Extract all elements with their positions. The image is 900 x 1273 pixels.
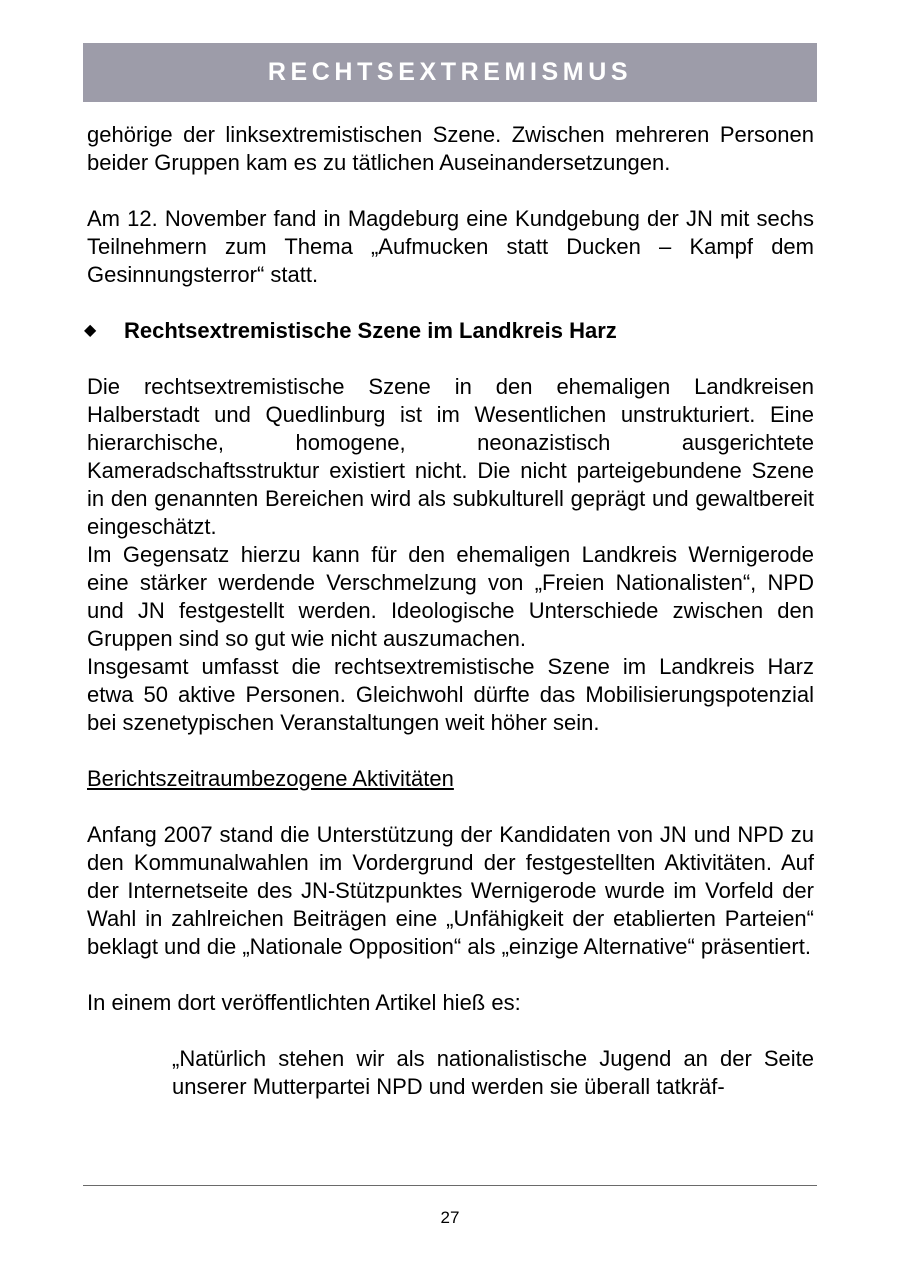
- footer-divider: [83, 1185, 817, 1186]
- paragraph-elections: Anfang 2007 stand die Unterstützung der Kandidaten von JN und NPD zu den Kommunalwahlen im Vordergrund der festgestellten Aktivitäten. Auf der Internetseite des JN-Stützpunktes Wernigerode wurde im Vorfeld der Wahl in zahlreichen Beiträgen eine „Unfähigkeit der etablierten Parteien“ beklagt und die „Nationale Opposition“ als „einzige Alternative“ präsentiert.: [87, 822, 814, 959]
- diamond-bullet-icon: ◆: [84, 322, 97, 339]
- running-header: [83, 43, 817, 102]
- paragraph-gap: [87, 793, 814, 821]
- paragraph-gap: [87, 961, 814, 989]
- paragraph-rally: Am 12. November fand in Magdeburg eine Kundgebung der JN mit sechs Teilnehmern zum Thema „Aufmucken statt Ducken – Kampf dem Gesinnungsterror“ statt.: [87, 206, 814, 287]
- paragraph-gap: [87, 177, 814, 205]
- paragraph-gap: [87, 289, 814, 317]
- section-heading-text: Rechtsextremistische Szene im Landkreis Harz: [124, 318, 617, 343]
- subheading-activities: Berichtszeitraumbezogene Aktivitäten: [87, 766, 454, 791]
- paragraph-gap: [87, 1017, 814, 1045]
- paragraph-gap: [87, 737, 814, 765]
- block-quote: „Natürlich stehen wir als nationalistische Jugend an der Seite unserer Mutterpartei NPD und werden sie überall tatkräf-: [172, 1046, 814, 1099]
- paragraph-scene-structure: Die rechtsextremistische Szene in den ehemaligen Landkreisen Halberstadt und Quedlinburg ist im Wesentlichen unstrukturiert. Eine hierarchische, homogene, neonazistisch ausgerichtete Kameradschaftsstruktur existiert nicht. Die nicht parteigebundene Szene in den genannten Bereichen wird als subkulturell geprägt und gewaltbereit eingeschätzt.: [87, 374, 814, 539]
- running-header-title: RECHTSEXTREMISMUS: [267, 58, 633, 86]
- paragraph-scene-size: Insgesamt umfasst die rechtsextremistische Szene im Landkreis Harz etwa 50 aktive Personen. Gleichwohl dürfte das Mobilisierungspotenzial bei szenetypischen Veranstaltungen weit höher sein.: [87, 654, 814, 735]
- paragraph-continuation: gehörige der linksextremistischen Szene. Zwischen mehreren Personen beider Gruppen kam es zu tätlichen Auseinandersetzungen.: [87, 122, 814, 175]
- paragraph-wernigerode: Im Gegensatz hierzu kann für den ehemaligen Landkreis Wernigerode eine stärker werdende Verschmelzung von „Freien Nationalisten“, NPD und JN festgestellt werden. Ideologische Unterschiede zwischen den Gruppen sind so gut wie nicht auszumachen.: [87, 542, 814, 651]
- section-heading: [84, 317, 814, 345]
- paragraph-gap: [87, 345, 814, 373]
- page-body: [84, 121, 814, 1101]
- paragraph-article-intro: In einem dort veröffentlichten Artikel hieß es:: [87, 990, 521, 1015]
- page-number: 27: [440, 1208, 460, 1227]
